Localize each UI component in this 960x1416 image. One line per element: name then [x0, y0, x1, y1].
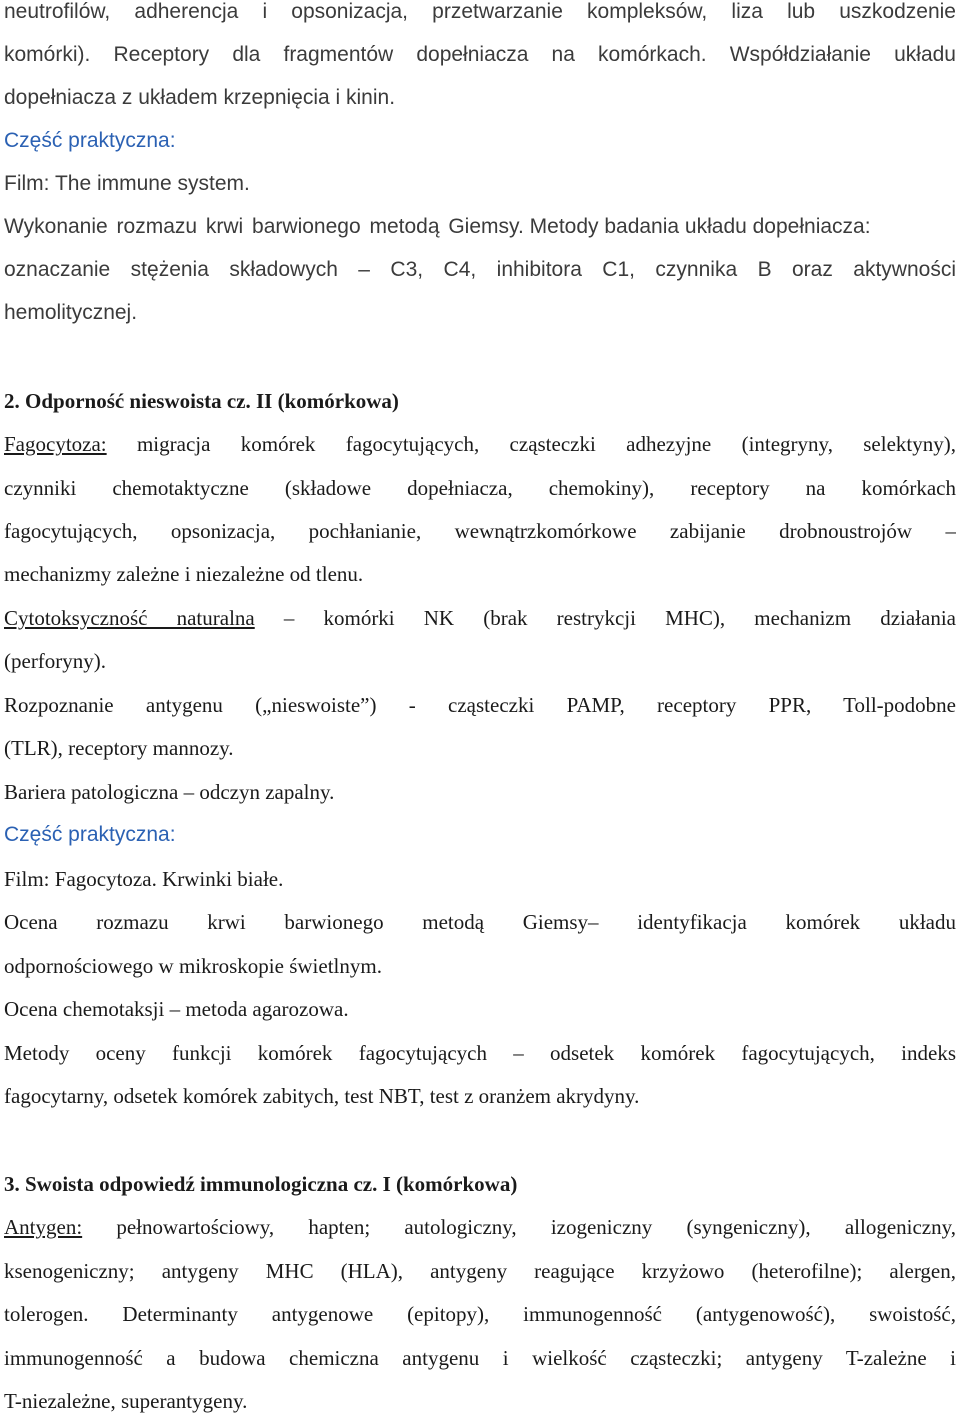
paragraph-line: neutrofilów, adherencja i opsonizacja, przetwarzanie kompleksów, liza lub uszkodzenie [4, 0, 956, 23]
paragraph-line: tolerogen. Determinanty antygenowe (epitopy), immunogenność (antygenowość), swoistość, [4, 1302, 956, 1326]
practical-heading: Część praktyczna: [4, 823, 176, 846]
paragraph-line: T-niezależne, superantygeny. [4, 1389, 248, 1413]
antigen-label: Antygen: [4, 1215, 83, 1239]
paragraph-line: fagocytarny, odsetek komórek zabitych, test NBT, test z oranżem akrydyny. [4, 1084, 640, 1108]
paragraph-line: oznaczanie stężenia składowych – C3, C4, inhibitora C1, czynnika B oraz aktywności [4, 258, 956, 281]
section-heading: 2. Odporność nieswoista cz. II (komórkowa) [4, 389, 399, 413]
paragraph-line: mechanizmy zależne i niezależne od tlenu. [4, 562, 364, 586]
cytotoxicity-label: Cytotoksyczność naturalna [4, 606, 255, 630]
paragraph-line: ksenogeniczny; antygeny MHC (HLA), antygeny reagujące krzyżowo (heterofilne); alergen, [4, 1259, 956, 1283]
smear-line [4, 213, 956, 241]
paragraph-line: Metody oceny funkcji komórek fagocytujących – odsetek komórek fagocytujących, indeks [4, 1041, 956, 1065]
paragraph-line: (perforyny). [4, 649, 107, 673]
practical-heading: Część praktyczna: [4, 129, 176, 152]
paragraph-line: (TLR), receptory mannozy. [4, 736, 234, 760]
film-line: Film: The immune system. [4, 172, 250, 195]
smear-text: Wykonanie rozmazu krwi barwionego metodą Giemsy. [4, 215, 524, 238]
paragraph-line [4, 1213, 956, 1241]
paragraph-line: odpornościowego w mikroskopie świetlnym. [4, 954, 382, 978]
paragraph-line: Ocena rozmazu krwi barwionego metodą Giemsy– identyfikacja komórek układu [4, 910, 956, 934]
paragraph-line: komórki). Receptory dla fragmentów dopełniacza na komórkach. Współdziałanie układu [4, 43, 956, 66]
cytotoxicity-text: – komórki NK (brak restrykcji MHC), mechanizm działania [254, 606, 956, 630]
complement-methods-text: Metody badania układu dopełniacza: [529, 215, 871, 238]
phagocytosis-text: migracja komórek fagocytujących, cząsteczki adhezyjne (integryny, selektyny), [106, 432, 956, 456]
phagocytosis-label: Fagocytoza: [4, 432, 107, 456]
antigen-text: pełnowartościowy, hapten; autologiczny, izogeniczny (syngeniczny), allogeniczny, [82, 1215, 956, 1239]
film-line: Film: Fagocytoza. Krwinki białe. [4, 867, 284, 891]
paragraph-line [4, 430, 956, 458]
paragraph-line: Ocena chemotaksji – metoda agarozowa. [4, 997, 349, 1021]
paragraph-line: Bariera patologiczna – odczyn zapalny. [4, 780, 335, 804]
paragraph-line: hemolitycznej. [4, 301, 138, 324]
section-heading: 3. Swoista odpowiedź immunologiczna cz. I (komórkowa) [4, 1172, 518, 1196]
paragraph-line: dopełniacza z układem krzepnięcia i kinin. [4, 86, 396, 109]
paragraph-line: immunogenność a budowa chemiczna antygenu i wielkość cząsteczki; antygeny T-zależne i [4, 1346, 956, 1370]
paragraph-line [4, 604, 956, 632]
paragraph-line: fagocytujących, opsonizacja, pochłanianie, wewnątrzkomórkowe zabijanie drobnoustrojów – [4, 519, 956, 543]
paragraph-line: Rozpoznanie antygenu („nieswoiste”) - cząsteczki PAMP, receptory PPR, Toll-podobne [4, 693, 956, 717]
paragraph-line: czynniki chemotaktyczne (składowe dopełniacza, chemokiny), receptory na komórkach [4, 476, 956, 500]
